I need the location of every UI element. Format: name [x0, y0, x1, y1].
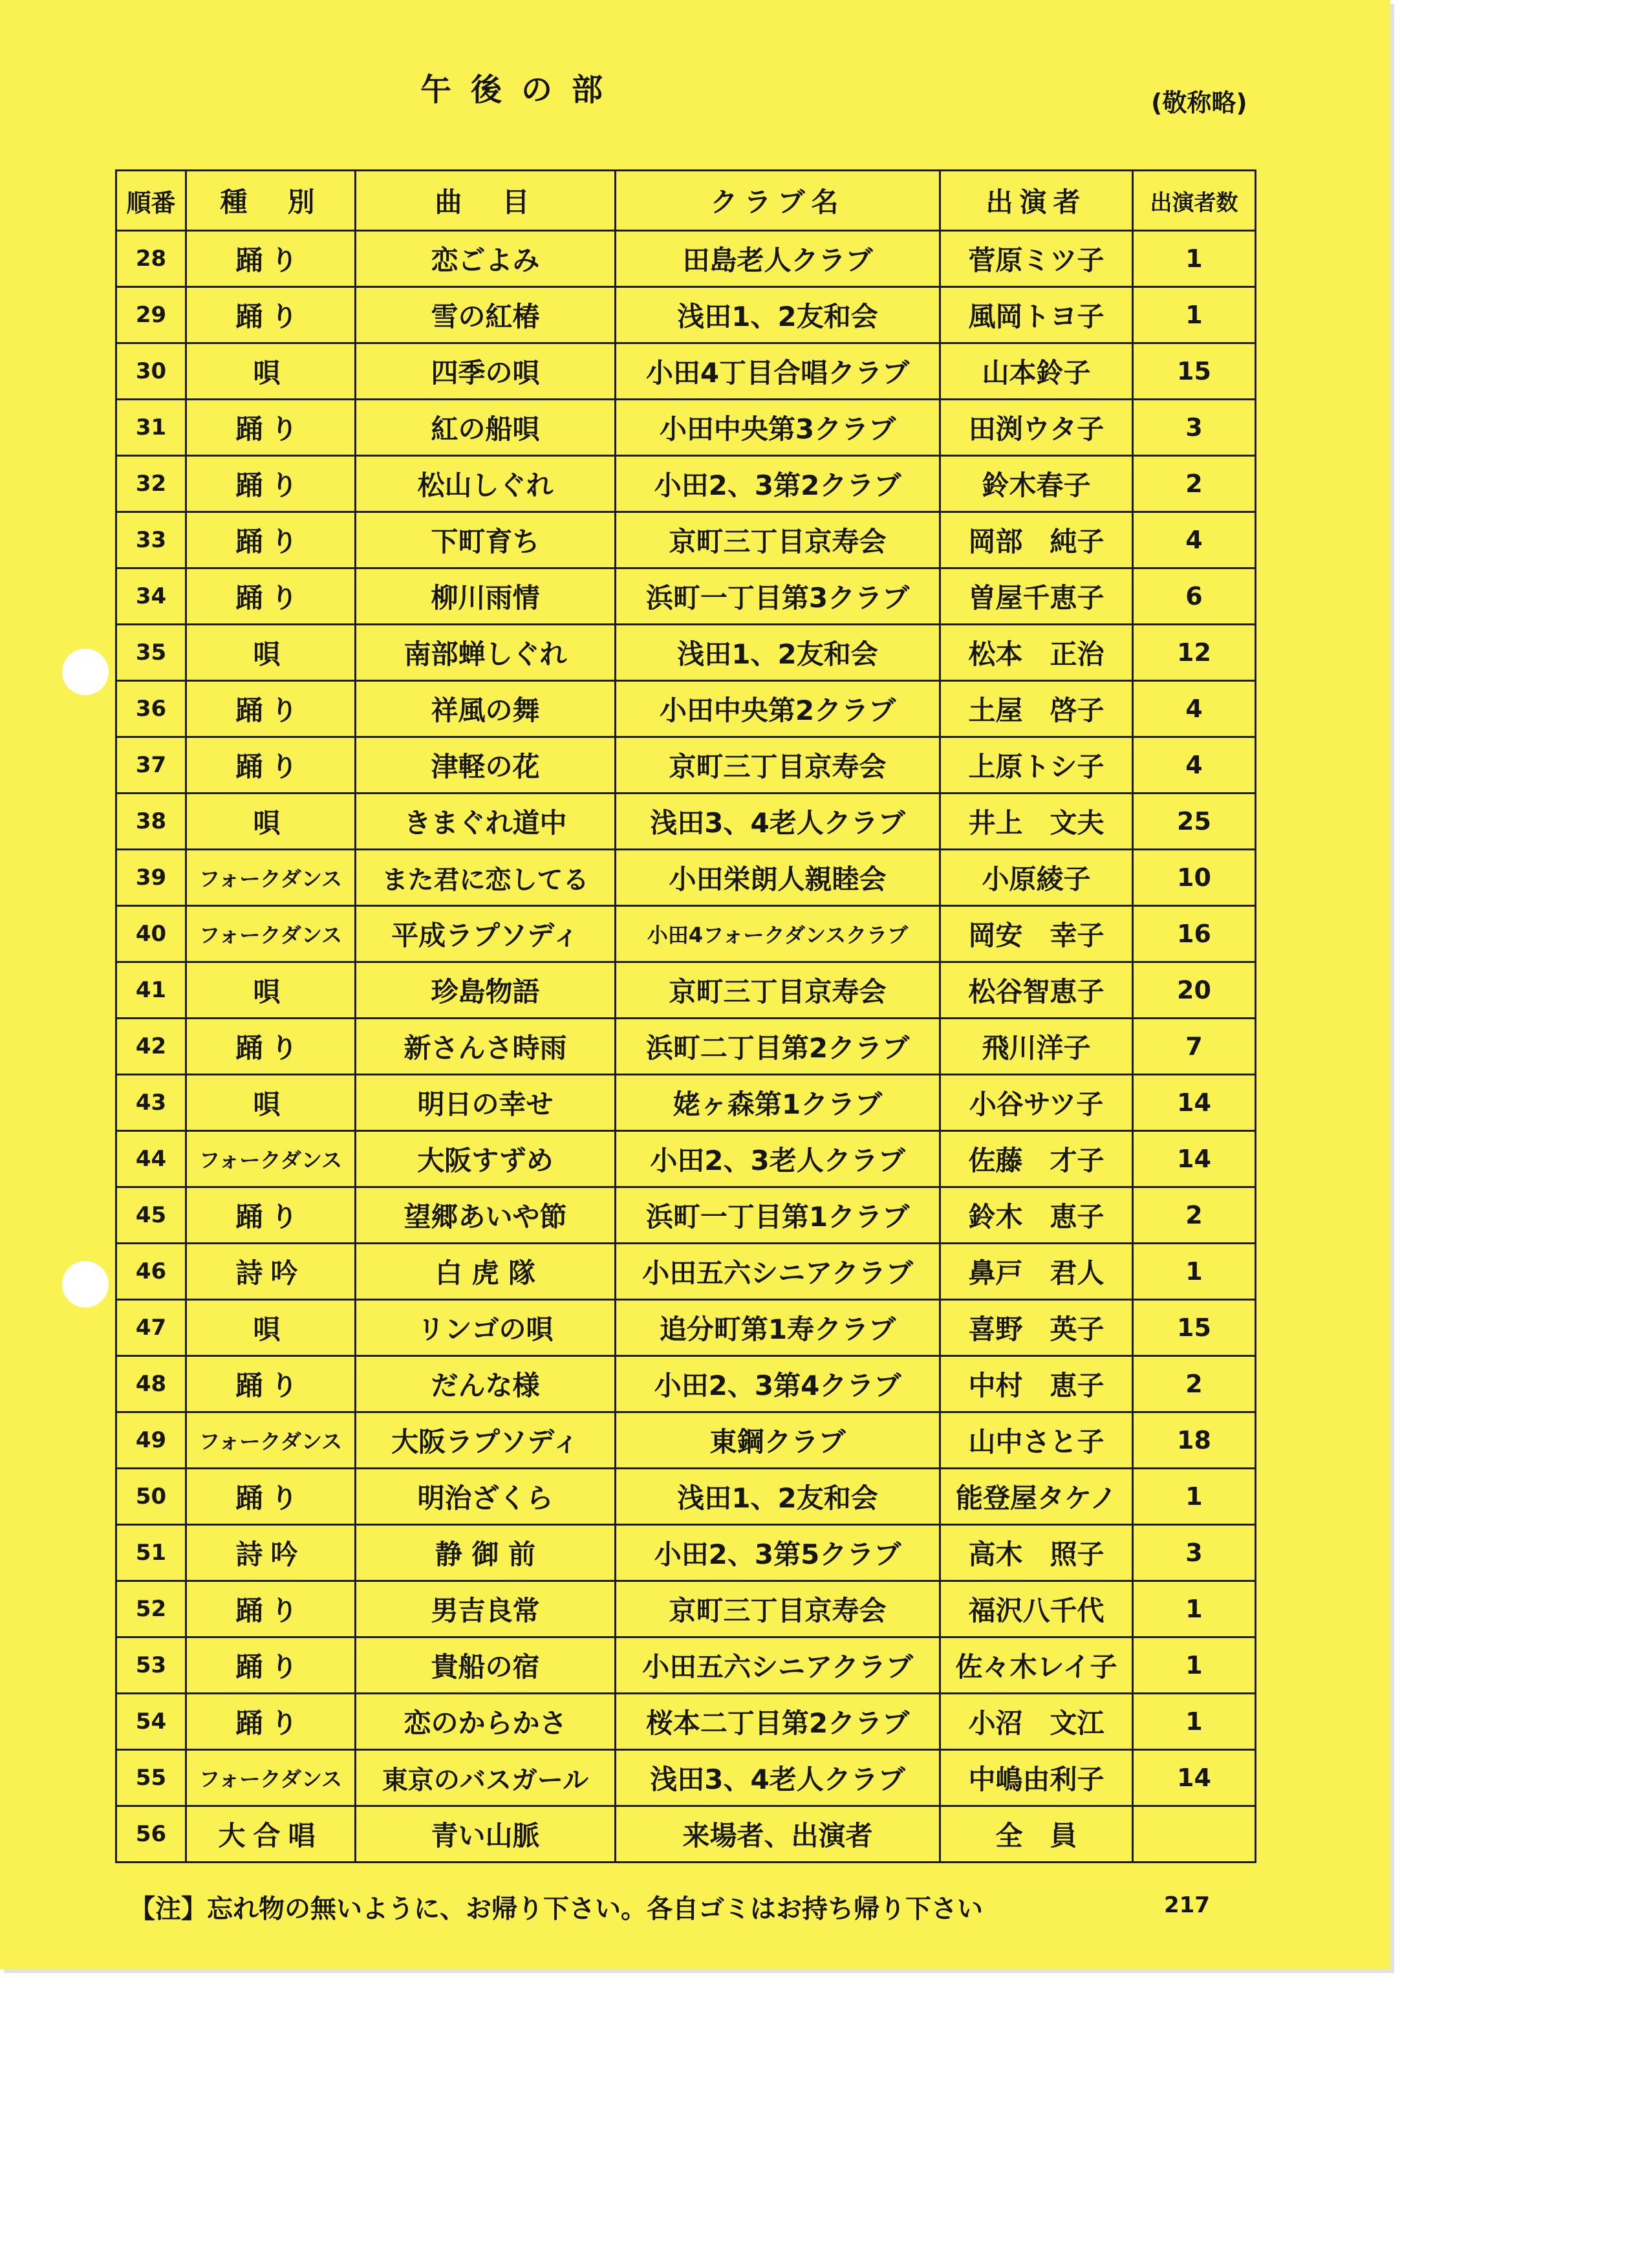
- header-song: 曲 目: [356, 171, 616, 231]
- cell-performer: 田渕ウタ子: [940, 400, 1133, 456]
- cell-club: 姥ヶ森第1クラブ: [616, 1075, 940, 1131]
- cell-performer: 鈴木 恵子: [940, 1187, 1133, 1244]
- cell-kind: 踊り: [186, 737, 356, 794]
- cell-club: 小田五六シニアクラブ: [616, 1244, 940, 1300]
- cell-club: 京町三丁目京寿会: [616, 1581, 940, 1637]
- cell-kind: 踊り: [186, 287, 356, 343]
- cell-club: 東鋼クラブ: [616, 1412, 940, 1469]
- cell-kind: 大合唱: [186, 1806, 356, 1863]
- cell-song: 明治ざくら: [356, 1469, 616, 1525]
- cell-kind: 踊り: [186, 456, 356, 512]
- cell-kind: 詩吟: [186, 1525, 356, 1581]
- table-row: [116, 231, 1256, 287]
- footer-note: 【注】忘れ物の無いように、お帰り下さい。各自ゴミはお持ち帰り下さい: [129, 1894, 983, 1924]
- cell-club: 浜町一丁目第1クラブ: [616, 1187, 940, 1244]
- cell-performer: 岡部 純子: [940, 512, 1133, 568]
- cell-performer: 松谷智恵子: [940, 962, 1133, 1019]
- cell-kind: 踊り: [186, 681, 356, 737]
- cell-kind: フォークダンス: [186, 906, 356, 962]
- cell-performer-count: 10: [1133, 850, 1256, 906]
- cell-song: 祥風の舞: [356, 681, 616, 737]
- header-order: 順番: [116, 171, 186, 231]
- cell-order: 53: [116, 1637, 186, 1694]
- cell-performer-count: 12: [1133, 625, 1256, 681]
- cell-kind: 踊り: [186, 568, 356, 625]
- cell-club: 小田4丁目合唱クラブ: [616, 343, 940, 400]
- cell-kind: 踊り: [186, 231, 356, 287]
- cell-club: 小田五六シニアクラブ: [616, 1637, 940, 1694]
- cell-order: 31: [116, 400, 186, 456]
- table-row: [116, 794, 1256, 850]
- cell-performer: 小谷サツ子: [940, 1075, 1133, 1131]
- cell-club: 浅田1、2友和会: [616, 287, 940, 343]
- cell-club: 浅田1、2友和会: [616, 625, 940, 681]
- cell-order: 45: [116, 1187, 186, 1244]
- cell-song: 南部蝉しぐれ: [356, 625, 616, 681]
- cell-club: 小田2、3第4クラブ: [616, 1356, 940, 1412]
- cell-order: 46: [116, 1244, 186, 1300]
- cell-performer: 井上 文夫: [940, 794, 1133, 850]
- cell-performer-count: 1: [1133, 231, 1256, 287]
- cell-kind: フォークダンス: [186, 1750, 356, 1806]
- cell-order: 51: [116, 1525, 186, 1581]
- table-row: [116, 1806, 1256, 1863]
- cell-performer: 佐藤 才子: [940, 1131, 1133, 1187]
- cell-song: 平成ラプソディ: [356, 906, 616, 962]
- cell-order: 36: [116, 681, 186, 737]
- cell-order: 37: [116, 737, 186, 794]
- table-row: [116, 1187, 1256, 1244]
- cell-club: 追分町第1寿クラブ: [616, 1300, 940, 1356]
- cell-order: 54: [116, 1694, 186, 1750]
- table-row: [116, 1750, 1256, 1806]
- cell-order: 48: [116, 1356, 186, 1412]
- table-row: [116, 737, 1256, 794]
- table-row: [116, 1019, 1256, 1075]
- cell-song: 静 御 前: [356, 1525, 616, 1581]
- cell-performer: 飛川洋子: [940, 1019, 1133, 1075]
- program-table: [115, 169, 1256, 1863]
- cell-performer: 佐々木レイ子: [940, 1637, 1133, 1694]
- cell-song: 柳川雨情: [356, 568, 616, 625]
- table-row: [116, 1244, 1256, 1300]
- cell-club: 来場者、出演者: [616, 1806, 940, 1863]
- cell-kind: 踊り: [186, 512, 356, 568]
- table-row: [116, 287, 1256, 343]
- table-row: [116, 568, 1256, 625]
- cell-club: 小田2、3第5クラブ: [616, 1525, 940, 1581]
- cell-song: 大阪ラプソディ: [356, 1412, 616, 1469]
- cell-club: 浅田3、4老人クラブ: [616, 1750, 940, 1806]
- table-row: [116, 1525, 1256, 1581]
- cell-song: 男吉良常: [356, 1581, 616, 1637]
- cell-performer: 喜野 英子: [940, 1300, 1133, 1356]
- cell-performer: 山中さと子: [940, 1412, 1133, 1469]
- table-row: [116, 456, 1256, 512]
- cell-song: 貴船の宿: [356, 1637, 616, 1694]
- punch-hole-lower: [62, 1261, 109, 1308]
- cell-club: 小田栄朗人親睦会: [616, 850, 940, 906]
- cell-song: 雪の紅椿: [356, 287, 616, 343]
- cell-song: だんな様: [356, 1356, 616, 1412]
- cell-order: 49: [116, 1412, 186, 1469]
- cell-performer-count: 18: [1133, 1412, 1256, 1469]
- cell-performer-count: 15: [1133, 343, 1256, 400]
- cell-kind: 詩吟: [186, 1244, 356, 1300]
- cell-kind: 唄: [186, 625, 356, 681]
- cell-order: 38: [116, 794, 186, 850]
- cell-performer: 福沢八千代: [940, 1581, 1133, 1637]
- cell-club: 桜本二丁目第2クラブ: [616, 1694, 940, 1750]
- cell-order: 44: [116, 1131, 186, 1187]
- cell-song: 恋のからかさ: [356, 1694, 616, 1750]
- cell-performer-count: 4: [1133, 737, 1256, 794]
- cell-performer-count: 3: [1133, 1525, 1256, 1581]
- cell-performer: 中嶋由利子: [940, 1750, 1133, 1806]
- cell-kind: 踊り: [186, 1019, 356, 1075]
- cell-order: 41: [116, 962, 186, 1019]
- punch-hole-upper: [62, 649, 109, 695]
- header-kind: 種 別: [186, 171, 356, 231]
- cell-order: 30: [116, 343, 186, 400]
- cell-performer: 山本鈴子: [940, 343, 1133, 400]
- cell-performer-count: 7: [1133, 1019, 1256, 1075]
- cell-performer-count: 1: [1133, 1581, 1256, 1637]
- cell-order: 33: [116, 512, 186, 568]
- cell-performer-count: 20: [1133, 962, 1256, 1019]
- cell-club: 田島老人クラブ: [616, 231, 940, 287]
- cell-order: 28: [116, 231, 186, 287]
- cell-performer-count: 1: [1133, 1637, 1256, 1694]
- cell-song: 青い山脈: [356, 1806, 616, 1863]
- cell-song: 望郷あいや節: [356, 1187, 616, 1244]
- cell-performer-count: 6: [1133, 568, 1256, 625]
- table-row: [116, 1637, 1256, 1694]
- cell-performer-count: 1: [1133, 1244, 1256, 1300]
- cell-song: 大阪すずめ: [356, 1131, 616, 1187]
- honorific-note: (敬称略): [1151, 89, 1247, 117]
- cell-performer-count: 1: [1133, 287, 1256, 343]
- header-performer-count: 出演者数: [1133, 171, 1256, 231]
- program-table-body: [116, 231, 1256, 1863]
- cell-performer: 中村 恵子: [940, 1356, 1133, 1412]
- header-club: クラブ名: [616, 171, 940, 231]
- cell-club: 小田中央第3クラブ: [616, 400, 940, 456]
- cell-kind: 踊り: [186, 1356, 356, 1412]
- cell-order: 39: [116, 850, 186, 906]
- cell-kind: フォークダンス: [186, 850, 356, 906]
- table-row: [116, 1075, 1256, 1131]
- cell-song: きまぐれ道中: [356, 794, 616, 850]
- cell-song: 明日の幸せ: [356, 1075, 616, 1131]
- table-header-row: [116, 171, 1256, 231]
- cell-kind: 唄: [186, 794, 356, 850]
- cell-club: 小田2、3第2クラブ: [616, 456, 940, 512]
- table-row: [116, 1356, 1256, 1412]
- cell-performer-count: 2: [1133, 456, 1256, 512]
- cell-song: 紅の船唄: [356, 400, 616, 456]
- cell-performer: 松本 正治: [940, 625, 1133, 681]
- cell-performer-count: 1: [1133, 1469, 1256, 1525]
- cell-performer-count: 4: [1133, 681, 1256, 737]
- table-row: [116, 962, 1256, 1019]
- header-performer: 出演者: [940, 171, 1133, 231]
- cell-kind: 唄: [186, 1300, 356, 1356]
- cell-performer: 風岡トヨ子: [940, 287, 1133, 343]
- cell-order: 43: [116, 1075, 186, 1131]
- table-row: [116, 906, 1256, 962]
- cell-club: 浅田1、2友和会: [616, 1469, 940, 1525]
- cell-kind: フォークダンス: [186, 1412, 356, 1469]
- cell-song: 四季の唄: [356, 343, 616, 400]
- cell-kind: 踊り: [186, 400, 356, 456]
- cell-performer-count: 2: [1133, 1356, 1256, 1412]
- cell-song: リンゴの唄: [356, 1300, 616, 1356]
- cell-order: 34: [116, 568, 186, 625]
- table-row: [116, 850, 1256, 906]
- cell-kind: 踊り: [186, 1637, 356, 1694]
- cell-performer-count: 25: [1133, 794, 1256, 850]
- cell-kind: 踊り: [186, 1581, 356, 1637]
- cell-performer: 菅原ミツ子: [940, 231, 1133, 287]
- cell-song: 松山しぐれ: [356, 456, 616, 512]
- cell-club: 京町三丁目京寿会: [616, 962, 940, 1019]
- cell-kind: 踊り: [186, 1187, 356, 1244]
- cell-club: 浅田3、4老人クラブ: [616, 794, 940, 850]
- cell-order: 32: [116, 456, 186, 512]
- cell-club: 浜町二丁目第2クラブ: [616, 1019, 940, 1075]
- cell-song: 新さんさ時雨: [356, 1019, 616, 1075]
- cell-kind: フォークダンス: [186, 1131, 356, 1187]
- table-row: [116, 512, 1256, 568]
- cell-order: 40: [116, 906, 186, 962]
- cell-club: 小田中央第2クラブ: [616, 681, 940, 737]
- cell-performer-count: 3: [1133, 400, 1256, 456]
- cell-performer: 岡安 幸子: [940, 906, 1133, 962]
- cell-song: 恋ごよみ: [356, 231, 616, 287]
- cell-performer: 土屋 啓子: [940, 681, 1133, 737]
- cell-performer-count: 14: [1133, 1075, 1256, 1131]
- cell-order: 42: [116, 1019, 186, 1075]
- cell-order: 47: [116, 1300, 186, 1356]
- cell-order: 52: [116, 1581, 186, 1637]
- cell-performer-count: 4: [1133, 512, 1256, 568]
- cell-order: 29: [116, 287, 186, 343]
- cell-performer: 小沼 文江: [940, 1694, 1133, 1750]
- cell-performer: 小原綾子: [940, 850, 1133, 906]
- cell-club: 京町三丁目京寿会: [616, 512, 940, 568]
- table-row: [116, 681, 1256, 737]
- cell-song: 珍島物語: [356, 962, 616, 1019]
- cell-performer-count: 14: [1133, 1750, 1256, 1806]
- cell-kind: 唄: [186, 343, 356, 400]
- cell-performer: 能登屋タケノ: [940, 1469, 1133, 1525]
- cell-club: 浜町一丁目第3クラブ: [616, 568, 940, 625]
- cell-performer: 鼻戸 君人: [940, 1244, 1133, 1300]
- table-row: [116, 1131, 1256, 1187]
- cell-club: 京町三丁目京寿会: [616, 737, 940, 794]
- cell-performer-count: 1: [1133, 1694, 1256, 1750]
- cell-performer-count: 2: [1133, 1187, 1256, 1244]
- cell-performer-count: 15: [1133, 1300, 1256, 1356]
- table-row: [116, 1469, 1256, 1525]
- cell-club: 小田4フォークダンスクラブ: [616, 906, 940, 962]
- table-row: [116, 343, 1256, 400]
- cell-club: 小田2、3老人クラブ: [616, 1131, 940, 1187]
- cell-performer: 鈴木春子: [940, 456, 1133, 512]
- cell-order: 56: [116, 1806, 186, 1863]
- cell-performer: 曽屋千恵子: [940, 568, 1133, 625]
- cell-kind: 踊り: [186, 1469, 356, 1525]
- cell-performer: 高木 照子: [940, 1525, 1133, 1581]
- cell-performer-count: 16: [1133, 906, 1256, 962]
- cell-performer: 上原トシ子: [940, 737, 1133, 794]
- cell-song: 津軽の花: [356, 737, 616, 794]
- cell-performer: 全 員: [940, 1806, 1133, 1863]
- cell-song: 東京のバスガール: [356, 1750, 616, 1806]
- table-row: [116, 1300, 1256, 1356]
- table-row: [116, 1412, 1256, 1469]
- cell-kind: 踊り: [186, 1694, 356, 1750]
- cell-performer-count: [1133, 1806, 1256, 1863]
- cell-kind: 唄: [186, 962, 356, 1019]
- table-row: [116, 1581, 1256, 1637]
- cell-song: 白 虎 隊: [356, 1244, 616, 1300]
- cell-order: 50: [116, 1469, 186, 1525]
- cell-order: 35: [116, 625, 186, 681]
- table-row: [116, 625, 1256, 681]
- cell-song: また君に恋してる: [356, 850, 616, 906]
- cell-song: 下町育ち: [356, 512, 616, 568]
- page-number: 217: [1164, 1892, 1210, 1918]
- table-row: [116, 400, 1256, 456]
- page-title: 午後の部: [420, 72, 623, 108]
- cell-order: 55: [116, 1750, 186, 1806]
- cell-kind: 唄: [186, 1075, 356, 1131]
- cell-performer-count: 14: [1133, 1131, 1256, 1187]
- table-row: [116, 1694, 1256, 1750]
